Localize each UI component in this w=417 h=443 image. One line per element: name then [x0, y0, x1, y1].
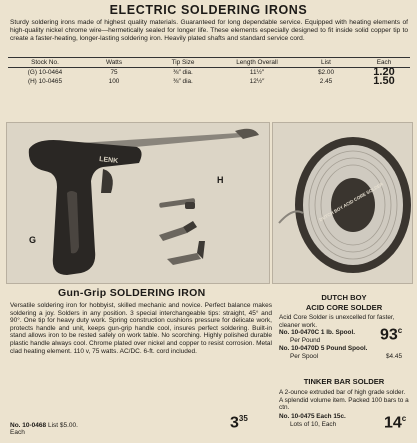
cell-each: 1.50 — [373, 75, 395, 87]
col-tip: Tip Size — [146, 58, 220, 68]
cell-each: 1.20 — [373, 66, 395, 78]
tinker-price-unit: c — [401, 414, 407, 423]
gun-grip-price — [230, 414, 248, 432]
page-title: ELECTRIC SOLDERING IRONS — [109, 3, 308, 17]
spool1-price — [380, 326, 402, 344]
tinker-bar-price — [384, 414, 406, 432]
gun-grip-list: List $5.00. — [47, 422, 78, 429]
gun-grip-each-label: Each — [10, 429, 25, 436]
col-stock: Stock No. — [8, 58, 82, 68]
spool1-stock-no: No. 10-0470C 1 lb. Spool. — [279, 329, 355, 336]
tinker-bar-lots-line: Lots of 10, Each — [290, 421, 337, 428]
cell-tip: ⅜″ dia. — [173, 77, 193, 85]
col-length: Length Overall — [220, 58, 294, 68]
gun-grip-heading: Gun-Grip SOLDERING IRON — [58, 287, 206, 299]
spec-table — [8, 57, 410, 86]
tinker-bar-heading: TINKER BAR SOLDER — [303, 377, 385, 386]
price-cents: 35 — [238, 414, 248, 423]
cell-watts: 75 — [110, 68, 118, 76]
price-dollars: 3 — [230, 414, 239, 432]
cell-tip: ⅜″ dia. — [173, 68, 193, 76]
cell-stock: (H) 10-0465 — [27, 77, 63, 85]
cell-length: 11½″ — [249, 68, 265, 76]
spool-label-text: DUTCH BOY ACID CORE SOLDER — [318, 181, 385, 223]
gun-brand-text: LENK — [98, 156, 119, 165]
callout-g: G — [29, 235, 37, 245]
cell-stock: (G) 10-0464 — [27, 68, 63, 76]
table-row — [8, 77, 410, 86]
spool5-stock-no: No. 10-0470D 5 Pound Spool. — [279, 345, 368, 352]
col-each: Each — [358, 58, 410, 68]
col-list: List — [294, 58, 358, 68]
solder-spool-illustration — [273, 123, 412, 283]
cell-list: $2.00 — [318, 68, 334, 76]
col-watts: Watts — [82, 58, 146, 68]
spool1-label: Per Pound — [290, 337, 321, 344]
gun-grip-stock-no: No. 10-0468 — [10, 422, 47, 429]
spool1-price-unit: c — [397, 326, 403, 335]
tinker-price-value: 14 — [384, 414, 402, 432]
table-row — [8, 68, 410, 78]
spool1-price-value: 93 — [380, 326, 398, 344]
soldering-gun-photo — [6, 122, 270, 284]
spool-label — [331, 178, 375, 232]
dutch-boy-subheading: ACID CORE SOLDER — [305, 303, 383, 312]
gun-grip-order-line — [10, 422, 78, 436]
tinker-bar-stock-line: No. 10-0475 Each 15c. — [279, 413, 346, 420]
dutch-boy-heading: DUTCH BOY — [321, 293, 367, 302]
dutch-boy-description: Acid Core Solder is unexcelled for faster, cleaner work. — [279, 314, 395, 329]
cell-length: 12½″ — [249, 77, 265, 85]
solder-spool-photo — [272, 122, 413, 284]
spool5-price: $4.45 — [386, 353, 402, 360]
soldering-gun-illustration — [7, 123, 269, 283]
callout-h: H — [217, 175, 224, 185]
gun-grip-description: Versatile soldering iron for hobbyist, skilled mechanic and novice. Perfect balance makes soldering a joy. Solders in any position. 3 special interchangeable tips: straight, 45° and 90°. One tip for heavy duty work. Spring construction cushions pressure for delicate work, protects handle and unit, keeps gun-grip handle cool, insures perfect soldering. Built-in stand allows iron to be rested safely on work table. No scorching. Highly polished durable plastic handle always cool. Chrome plated over nickel and copper to resist corrosion. Metal clad heating element. 110 v, 75 watts. AC/DC. 6-ft. cord included. — [10, 302, 272, 355]
table-header-row — [8, 58, 410, 68]
cell-watts: 100 — [108, 77, 120, 85]
cell-list: 2.45 — [319, 77, 333, 85]
tinker-bar-description: A 2-ounce extruded bar of high grade solder. A splendid volume item. Packed 100 bars to a ctn. — [279, 389, 409, 411]
intro-paragraph: Sturdy soldering irons made of highest quality materials. Guaranteed for long dependable service. Equipped with heating elements of high-quality nickel chrome wire—hermetically sealed for longer life. These elements especially designed to fit inside solid copper tip to create a faster-heating, longer-lasting soldering iron. Heavily plated shafts and standard service cord. — [10, 19, 408, 43]
spool5-label: Per Spool — [290, 353, 319, 360]
